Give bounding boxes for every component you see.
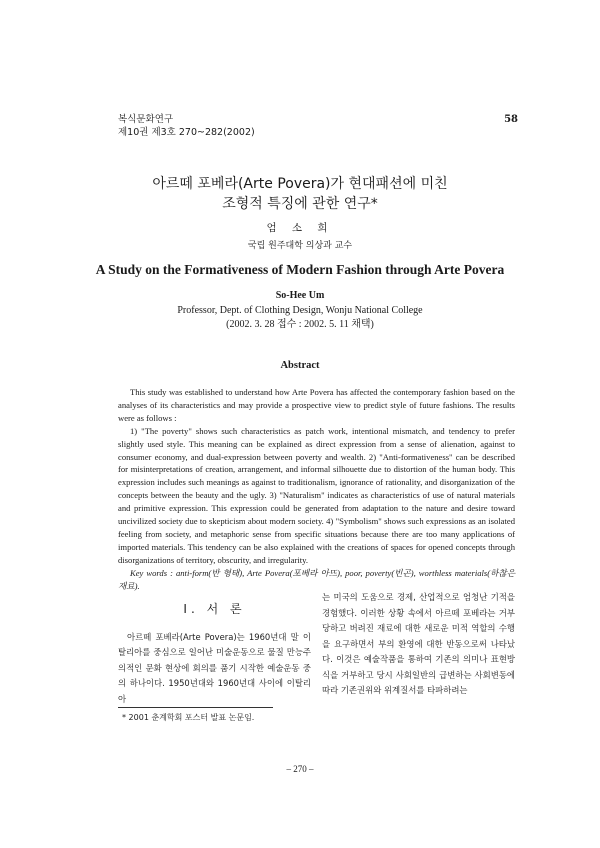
body-column-right xyxy=(322,590,515,699)
korean-title xyxy=(0,174,600,214)
english-author-block xyxy=(0,289,600,332)
abstract-body xyxy=(118,386,515,593)
footer-page-number: – 270 – xyxy=(286,764,314,774)
english-author: So-Hee Um xyxy=(275,290,325,301)
body-paragraph-left: 아르떼 포베라(Arte Povera)는 1960년대 말 이탈리아를 중심으로 일어난 미술운동으로 물질 만능주의적인 문화 현상에 회의를 품기 시작한 예술운동 중의 하나이다. 1950년대와 1960년대 사이에 이탈리아 xyxy=(118,631,311,704)
keywords: Key words : anti-form(반 형태), Arte Povera(포베라 아뜨), poor, poverty(빈곤), worthless materials(하찮은 재료). xyxy=(118,567,515,591)
abstract-paragraph-1: This study was established to understand how Arte Povera has affected the contemporary fashion based on the analyses of its characteristics and may provide a prospective view to predict style of future fashions. The results were as follows : xyxy=(118,387,515,423)
english-title: A Study on the Formativeness of Modern Fashion through Arte Povera xyxy=(95,262,505,277)
volume-info: 제10권 제3호 270~282(2002) xyxy=(118,127,255,138)
english-affiliation: Professor, Dept. of Clothing Design, Wonju National College xyxy=(177,305,423,316)
body-paragraph-right: 는 미국의 도움으로 경제, 산업적으로 엄청난 기적을 경험했다. 이러한 상황 속에서 아르떼 포베라는 거부 당하고 버려진 재료에 대한 새로운 미적 역할의 수행을 요구하면서 부의 환영에 대한 반동으로써 나타났다. 이것은 예술작품을 통하여 기존의 의미나 표현방식을 거부하고 당시 사회일반의 급변하는 사회변동에 따라 기존권위와 위계질서를 타파하려는 xyxy=(322,592,515,695)
korean-affiliation: 국립 원주대학 의상과 교수 xyxy=(247,241,353,251)
footnote-rule xyxy=(118,707,273,708)
page-number: 58 xyxy=(504,114,518,125)
body-column-left xyxy=(118,598,311,707)
korean-title-line-1: 아르떼 포베라(Arte Povera)가 현대패션에 미친 xyxy=(152,176,448,192)
abstract-heading: Abstract xyxy=(280,360,320,371)
korean-author: 엄 소 희 xyxy=(266,222,334,234)
section-heading: Ⅰ. 서 론 xyxy=(183,602,246,616)
journal-name: 복식문화연구 xyxy=(118,114,174,125)
abstract-paragraph-2: 1) "The poverty" shows such characteristics as patch work, intentional mismatch, and tendency to prefer slightly used style. This meaning can be explained as direct expression from a sense of alienation, against to consumer economy, and dual-expression between poverty and wealth. 2) "Anti-formativeness" can be described for misinterpretations of creation, arrangement, and informal silhouette due to distortion of the human body. This expression includes such meanings as against to traditionalism, ignorance of rationality, and disorganization of the concepts between the beauty and the ugly. 3) "Naturalism" indicates as characteristics of use of natural materials and primitive expression. This expression could be generated from adaptation to the nature and desire toward uncivilized society due to skepticism about modern society. 4) "Symbolism" shows such expressions as an isolated feeling from society, and metaphoric sense from specific situations because there are too many applications of imported materials. This tendency can be also explained with the creations of spaces for opened concepts through disorganizations of territory, obscurity, and irregularity. xyxy=(118,425,515,565)
korean-title-line-2: 조형적 특징에 관한 연구* xyxy=(222,196,378,212)
footnote: * 2001 춘계학회 포스터 발표 논문임. xyxy=(122,713,255,722)
received-dates: (2002. 3. 28 접수 : 2002. 5. 11 채택) xyxy=(226,319,374,330)
journal-header xyxy=(118,113,255,139)
